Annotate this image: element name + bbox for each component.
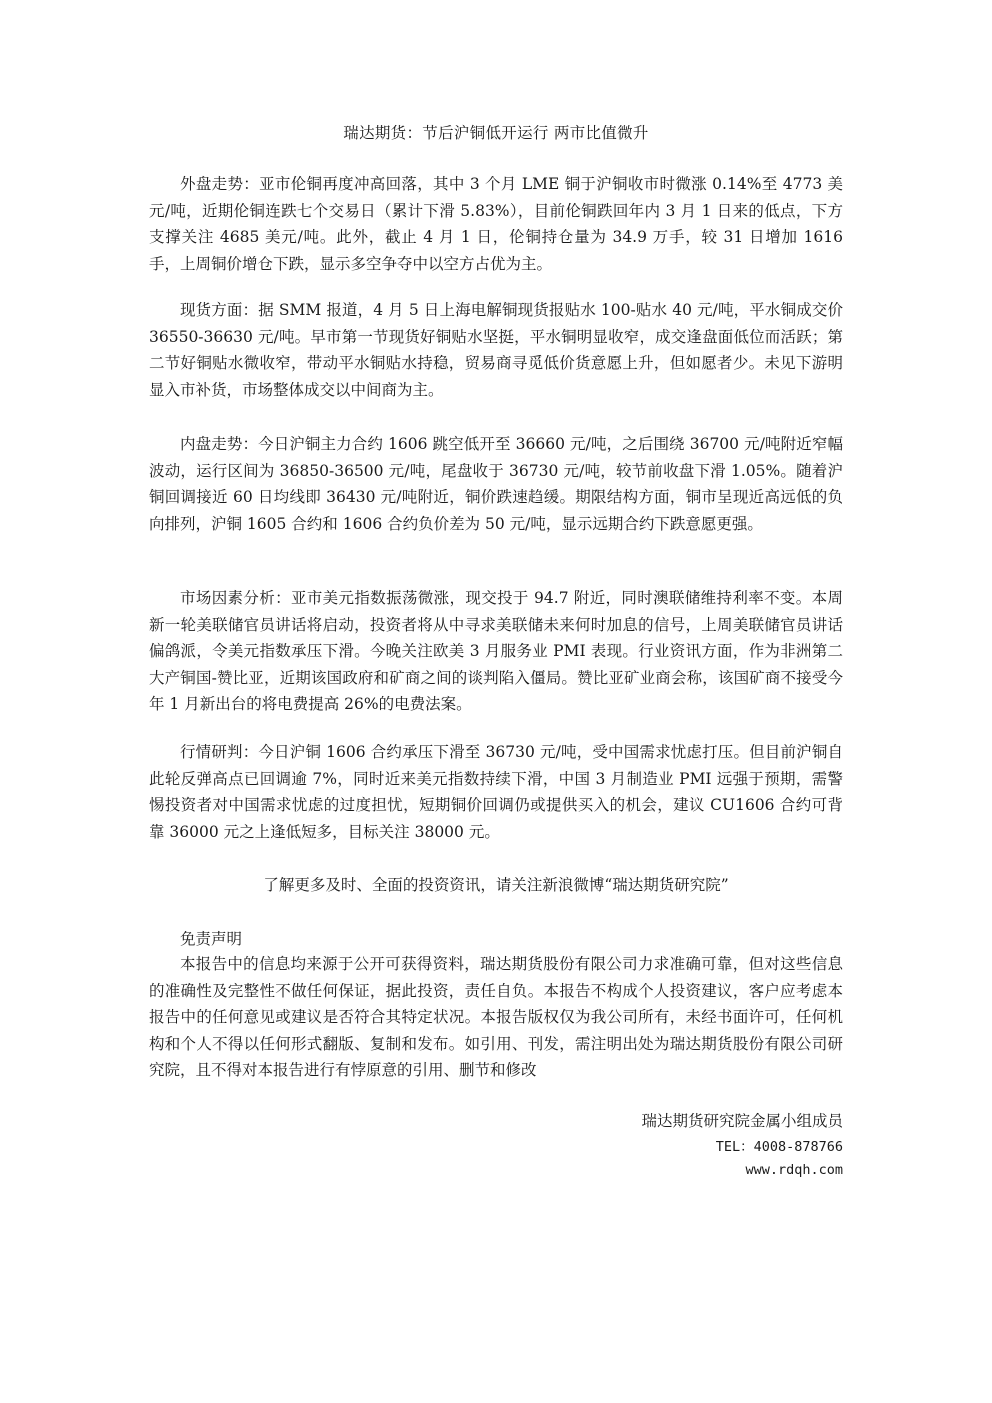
follow-weibo-line: 了解更多及时、全面的投资资讯，请关注新浪微博“瑞达期货研究院” — [263, 876, 729, 894]
document-title: 瑞达期货：节后沪铜低开运行 两市比值微升 — [343, 124, 649, 142]
market-factors-paragraph: 市场因素分析：亚市美元指数振荡微涨，现交投于 94.7 附近，同时澳联储维持利率不变。本周新一轮美联储官员讲话将启动，投资者将从中寻求美联储未来何时加息的信号，上周美联储官员讲话偏鸽派，令美元指数承压下滑。今晚关注欧美 3 月服务业 PMI 表现。行业资讯方面，作为非洲第二大产铜国-赞比亚，近期该国政府和矿商之间的谈判陷入僵局。赞比亚矿业商会称，该国矿商不接受今年 1 月新出台的将电费提高 26%的电费法案。 — [149, 589, 843, 713]
signature-team: 瑞达期货研究院金属小组成员 — [641, 1112, 843, 1130]
outlook-paragraph: 行情研判：今日沪铜 1606 合约承压下滑至 36730 元/吨，受中国需求忧虑打压。但目前沪铜自此轮反弹高点已回调逾 7%，同时近来美元指数持续下滑，中国 3 月制造业 PMI 远强于预期，需警惕投资者对中国需求忧虑的过度担忧，短期铜价回调仍或提供买入的机会，建议 CU1606 合约可背靠 36000 元之上逢低短多，目标关注 38000 元。 — [149, 743, 843, 841]
external-market-paragraph: 外盘走势：亚市伦铜再度冲高回落，其中 3 个月 LME 铜于沪铜收市时微涨 0.14%至 4773 美元/吨，近期伦铜连跌七个交易日（累计下滑 5.83%），目前伦铜跌回年内 3 月 1 日来的低点，下方支撑关注 4685 美元/吨。此外，截止 4 月 1 日，伦铜持仓量为 34.9 万手，较 31 日增加 1616 手，上周铜价增仓下跌，显示多空争夺中以空方占优为主。 — [149, 175, 843, 273]
disclaimer-heading: 免责声明 — [180, 930, 243, 948]
disclaimer-body: 本报告中的信息均来源于公开可获得资料，瑞达期货股份有限公司力求准确可靠，但对这些信息的准确性及完整性不做任何保证，据此投资，责任自负。本报告不构成个人投资建议，客户应考虑本报告中的任何意见或建议是否符合其特定状况。本报告版权仅为我公司所有，未经书面许可，任何机构和个人不得以任何形式翻版、复制和发布。如引用、刊发，需注明出处为瑞达期货股份有限公司研究院，且不得对本报告进行有悖原意的引用、删节和修改 — [149, 955, 843, 1079]
signature-website: www.rdqh.com — [745, 1162, 843, 1178]
internal-market-paragraph: 内盘走势：今日沪铜主力合约 1606 跳空低开至 36660 元/吨，之后围绕 36700 元/吨附近窄幅波动，运行区间为 36850-36500 元/吨，尾盘收于 36730 元/吨，较节前收盘下滑 1.05%。随着沪铜回调接近 60 日均线即 36430 元/吨附近，铜价跌速趋缓。期限结构方面，铜市呈现近高远低的负向排列，沪铜 1605 合约和 1606 合约负价差为 50 元/吨，显示远期合约下跌意愿更强。 — [149, 435, 843, 533]
spot-market-paragraph: 现货方面：据 SMM 报道，4 月 5 日上海电解铜现货报贴水 100-贴水 40 元/吨，平水铜成交价 36550-36630 元/吨。早市第一节现货好铜贴水坚挺，平水铜明显收窄，成交逢盘面低位而活跃；第二节好铜贴水微收窄，带动平水铜贴水持稳，贸易商寻觅低价货意愿上升，但如愿者少。未见下游明显入市补货，市场整体成交以中间商为主。 — [149, 301, 843, 399]
signature-tel: TEL：4008-878766 — [715, 1139, 843, 1155]
document-page — [149, 0, 843, 1403]
